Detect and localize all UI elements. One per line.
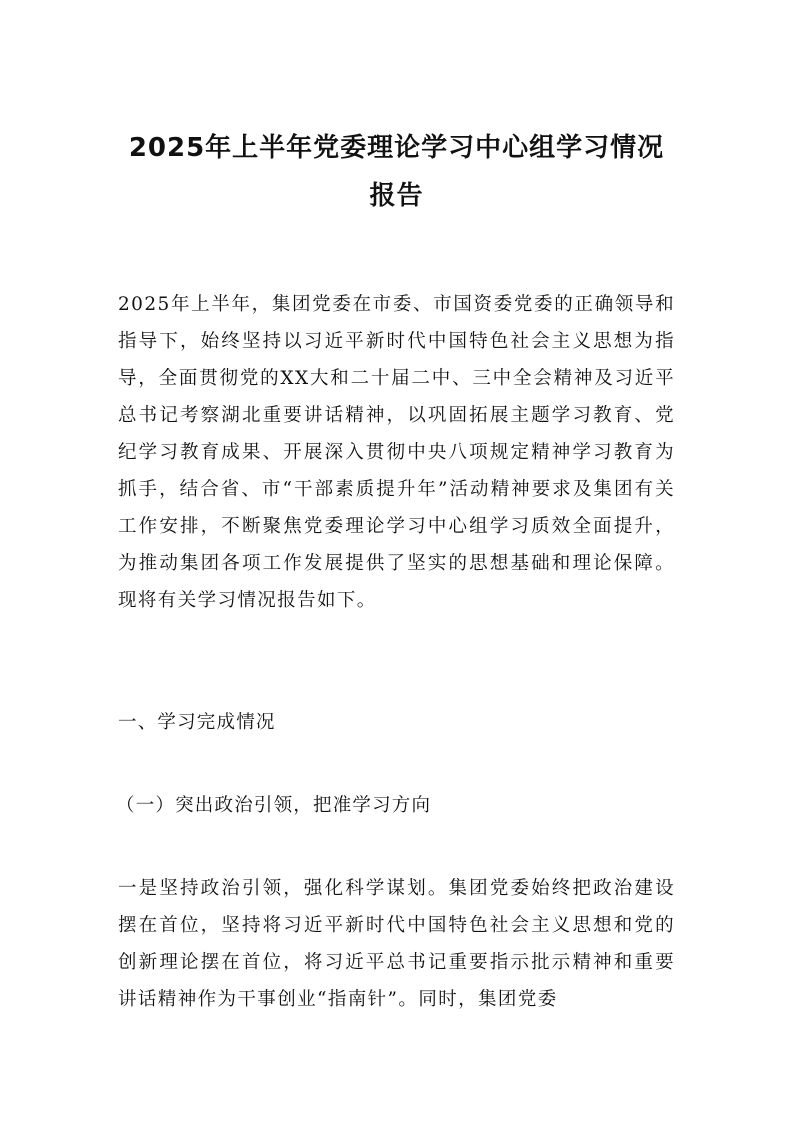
body-paragraph: 一是坚持政治引领，强化科学谋划。集团党委始终把政治建设摆在首位，坚持将习近平新时代中国特色社会主义思想和党的创新理论摆在首位，将习近平总书记重要指示批示精神和重要讲话精神作为干事创业“指南针”。同时，集团党委 [118,878,675,1010]
document-title: 2025年上半年党委理论学习中心组学习情况报告 [128,133,665,211]
section-heading: 一、学习完成情况 [118,712,276,733]
intro-paragraph: 2025年上半年，集团党委在市委、市国资委党委的正确领导和指导下，始终坚持以习近平新时代中国特色社会主义思想为指导，全面贯彻党的XX大和二十届二中、三中全会精神及习近平总书记考察湖北重要讲话精神，以巩固拓展主题学习教育、党纪学习教育成果、开展深入贯彻中央八项规定精神学习教育为抓手，结合省、市“干部素质提升年”活动精神要求及集团有关工作安排，不断聚焦党委理论学习中心组学习质效全面提升，为推动集团各项工作发展提供了坚实的思想基础和理论保障。现将有关学习情况报告如下。 [118,294,675,611]
subsection-heading: （一）突出政治引领，把准学习方向 [116,795,432,816]
